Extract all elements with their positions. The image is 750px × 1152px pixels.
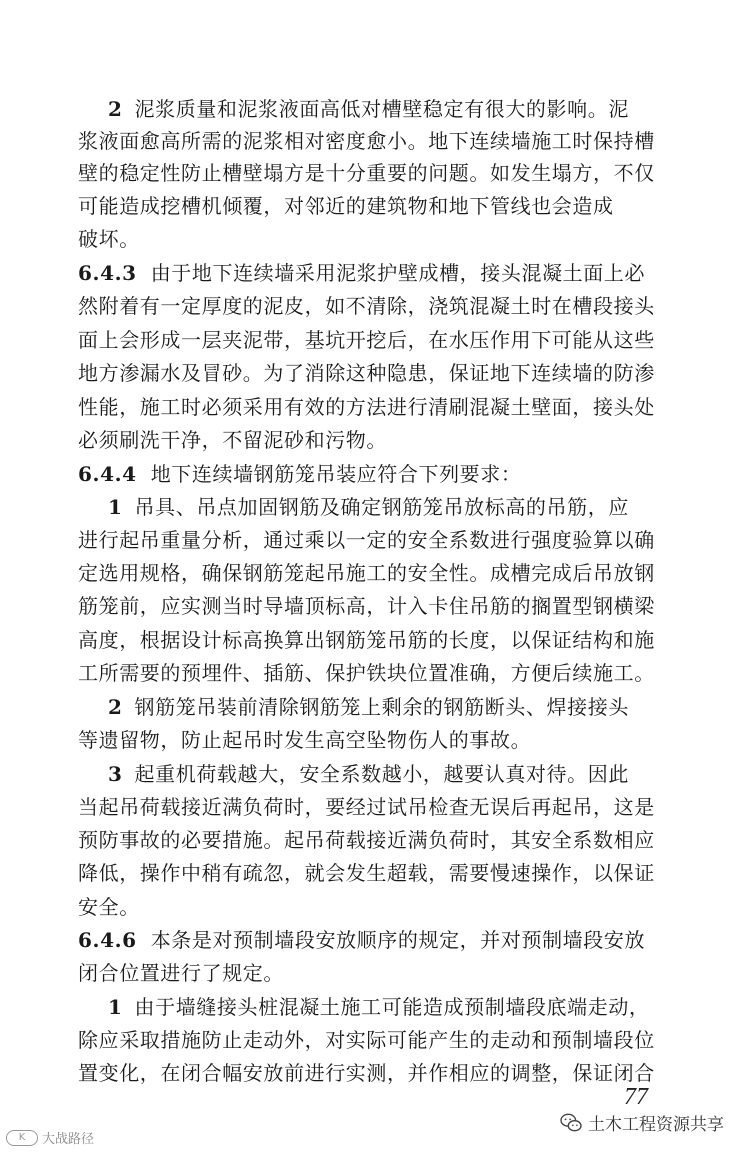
line-text: 定选用规格，确保钢筋笼起吊施工的安全性。成槽完成后吊放钢 — [78, 561, 655, 585]
line-text: 可能造成挖槽机倾覆，对邻近的建筑物和地下管线也会造成 — [78, 194, 614, 218]
corner-logo: K — [6, 1130, 38, 1146]
watermark-text: 土木工程资源共享 — [588, 1115, 724, 1135]
line-text: 浆液面愈高所需的泥浆相对密度愈小。地下连续墙施工时保持槽 — [78, 129, 655, 153]
line-text: 预防事故的必要措施。起吊荷载接近满负荷时，其安全系数相应 — [78, 828, 655, 852]
line-text: 除应采取措施防止走动外，对实际可能产生的走动和预制墙段位 — [78, 1028, 655, 1052]
line-text: 壁的稳定性防止槽壁塌方是十分重要的问题。如发生塌方，不仅 — [78, 161, 655, 185]
text-line — [78, 327, 678, 353]
line-text: 起重机荷载越大，安全系数越小，越要认真对待。因此 — [134, 762, 629, 786]
text-line — [78, 794, 678, 820]
text-line — [78, 894, 678, 920]
line-text: 破坏。 — [78, 227, 140, 251]
line-text: 性能，施工时必须采用有效的方法进行清刷混凝土壁面，接头处 — [78, 395, 655, 419]
line-text: 地方渗漏水及冒砂。为了消除这种隐患，保证地下连续墙的防渗 — [78, 361, 655, 385]
line-text: 高度，根据设计标高换算出钢筋笼吊筋的长度，以保证结构和施 — [78, 628, 655, 652]
text-line — [78, 394, 678, 420]
line-text: 安全。 — [78, 895, 140, 919]
text-line — [78, 593, 678, 619]
corner-text: 大战路径 — [42, 1132, 95, 1147]
text-line — [78, 727, 678, 753]
text-line — [78, 160, 678, 186]
line-text: 工所需要的预埋件、插筋、保护铁块位置准确，方便后续施工。 — [78, 661, 655, 685]
item-number: 1 — [108, 995, 123, 1019]
text-line — [78, 1027, 678, 1053]
section-number: 6.4.3 — [78, 261, 137, 285]
line-text: 吊具、吊点加固钢筋及确定钢筋笼吊放标高的吊筋，应 — [134, 495, 629, 519]
text-line — [78, 293, 678, 319]
text-line — [78, 860, 678, 886]
line-text: 面上会形成一层夹泥带，基坑开挖后，在水压作用下可能从这些 — [78, 328, 655, 352]
line-text: 然附着有一定厚度的泥皮，如不清除，浇筑混凝土时在槽段接头 — [78, 294, 655, 318]
text-line — [108, 96, 678, 122]
page-number: 77 — [624, 1084, 648, 1110]
line-text: 降低，操作中稍有疏忽，就会发生超载，需要慢速操作，以保证 — [78, 861, 655, 885]
line-text: 由于墙缝接头桩混凝土施工可能造成预制墙段底端走动， — [134, 995, 650, 1019]
line-text: 地下连续墙钢筋笼吊装应符合下列要求： — [150, 462, 522, 486]
line-text: 必须刷洗干净，不留泥砂和污物。 — [78, 428, 387, 452]
wechat-icon — [560, 1113, 582, 1133]
corner-mark — [6, 1128, 94, 1147]
text-line — [78, 427, 678, 453]
section-number: 6.4.4 — [78, 462, 137, 486]
text-line — [78, 1060, 678, 1086]
line-text: 钢筋笼吊装前清除钢筋笼上剩余的钢筋断头、焊接接头 — [134, 695, 629, 719]
line-text: 进行起吊重量分析，通过乘以一定的安全系数进行强度验算以确 — [78, 528, 655, 552]
text-line — [108, 994, 678, 1020]
text-line — [78, 193, 678, 219]
text-line — [78, 360, 678, 386]
text-line — [78, 128, 678, 154]
line-text: 筋笼前，应实测当时导墙顶标高，计入卡住吊筋的搁置型钢横梁 — [78, 594, 655, 618]
item-number: 1 — [108, 495, 123, 519]
line-text: 置变化，在闭合幅安放前进行实测，并作相应的调整，保证闭合 — [78, 1061, 655, 1085]
text-line — [78, 827, 678, 853]
section-number: 6.4.6 — [78, 928, 137, 952]
text-line — [108, 694, 678, 720]
item-number: 3 — [108, 762, 123, 786]
section-heading-line — [78, 927, 678, 953]
text-line — [78, 226, 678, 252]
watermark — [560, 1110, 724, 1135]
item-number: 2 — [108, 695, 123, 719]
text-line — [108, 494, 678, 520]
text-line — [78, 627, 678, 653]
item-number: 2 — [108, 97, 123, 121]
text-line — [78, 527, 678, 553]
line-text: 由于地下连续墙采用泥浆护壁成槽，接头混凝土面上必 — [150, 261, 646, 285]
line-text: 闭合位置进行了规定。 — [78, 961, 284, 985]
line-text: 本条是对预制墙段安放顺序的规定，并对预制墙段安放 — [150, 928, 646, 952]
section-heading-line — [78, 461, 678, 487]
line-text: 等遗留物，防止起吊时发生高空坠物伤人的事故。 — [78, 728, 532, 752]
line-text: 泥浆质量和泥浆液面高低对槽壁稳定有很大的影响。泥 — [134, 97, 629, 121]
line-text: 当起吊荷载接近满负荷时，要经过试吊检查无误后再起吊，这是 — [78, 795, 655, 819]
text-line — [78, 560, 678, 586]
text-line — [78, 660, 678, 686]
text-line — [108, 761, 678, 787]
text-line — [78, 960, 678, 986]
section-heading-line — [78, 260, 678, 286]
